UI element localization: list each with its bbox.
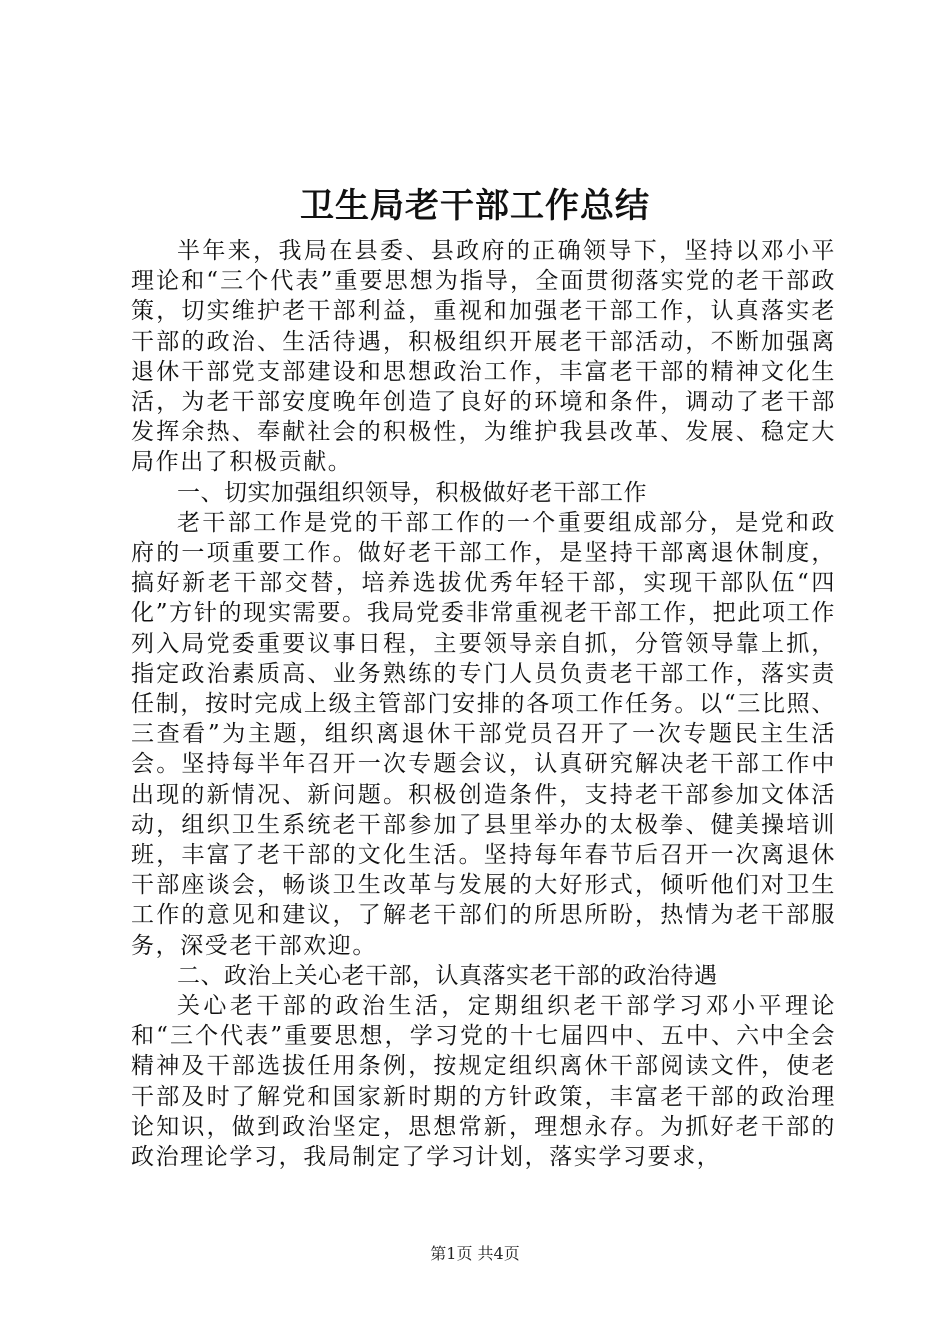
paragraph-section-1: 老干部工作是党的干部工作的一个重要组成部分，是党和政府的一项重要工作。做好老干部工作，是坚持干部离退休制度，搞好新老干部交替，培养选拔优秀年轻干部，实现干部队伍“四化”方针的现实需要。我局党委非常重视老干部工作，把此项工作列入局党委重要议事日程，主要领导亲自抓，分管领导靠上抓，指定政治素质高、业务熟练的专门人员负责老干部工作，落实责任制，按时完成上级主管部门安排的各项工作任务。以“三比照、三查看”为主题，组织离退休干部党员召开了一次专题民主生活会。坚持每半年召开一次专题会议，认真研究解决老干部工作中出现的新情况、新问题。积极创造条件，支持老干部参加文体活动，组织卫生系统老干部参加了县里举办的太极拳、健美操培训班，丰富了老干部的文化生活。坚持每年春节后召开一次离退休干部座谈会，畅谈卫生改革与发展的大好形式，倾听他们对卫生工作的意见和建议，了解老干部们的所思所盼，热情为老干部服务，深受老干部欢迎。	[131, 509, 836, 959]
page-number-footer: 第1页 共4页	[430, 1244, 520, 1263]
paragraph-intro: 半年来，我局在县委、县政府的正确领导下，坚持以邓小平理论和“三个代表”重要思想为指导，全面贯彻落实党的老干部政策，切实维护老干部利益，重视和加强老干部工作，认真落实老干部的政治、生活待遇，积极组织开展老干部活动，不断加强离退休干部党支部建设和思想政治工作，丰富老干部的精神文化生活，为老干部安度晚年创造了良好的环境和条件，调动了老干部发挥余热、奉献社会的积极性，为维护我县改革、发展、稳定大局作出了积极贡献。	[131, 238, 836, 476]
section-heading-1: 一、切实加强组织领导，积极做好老干部工作	[177, 479, 647, 506]
section-heading-2: 二、政治上关心老干部，认真落实老干部的政治待遇	[177, 962, 718, 989]
paragraph-section-2: 关心老干部的政治生活，定期组织老干部学习邓小平理论和“三个代表”重要思想，学习党的十七届四中、五中、六中全会精神及干部选拔任用条例，按规定组织离休干部阅读文件，使老干部及时了解党和国家新时期的方针政策，丰富老干部的政治理论知识，做到政治坚定，思想常新，理想永存。为抓好老干部的政治理论学习，我局制定了学习计划，落实学习要求，	[131, 993, 836, 1171]
document-title: 卫生局老干部工作总结	[300, 186, 650, 226]
document-body	[131, 236, 836, 1172]
